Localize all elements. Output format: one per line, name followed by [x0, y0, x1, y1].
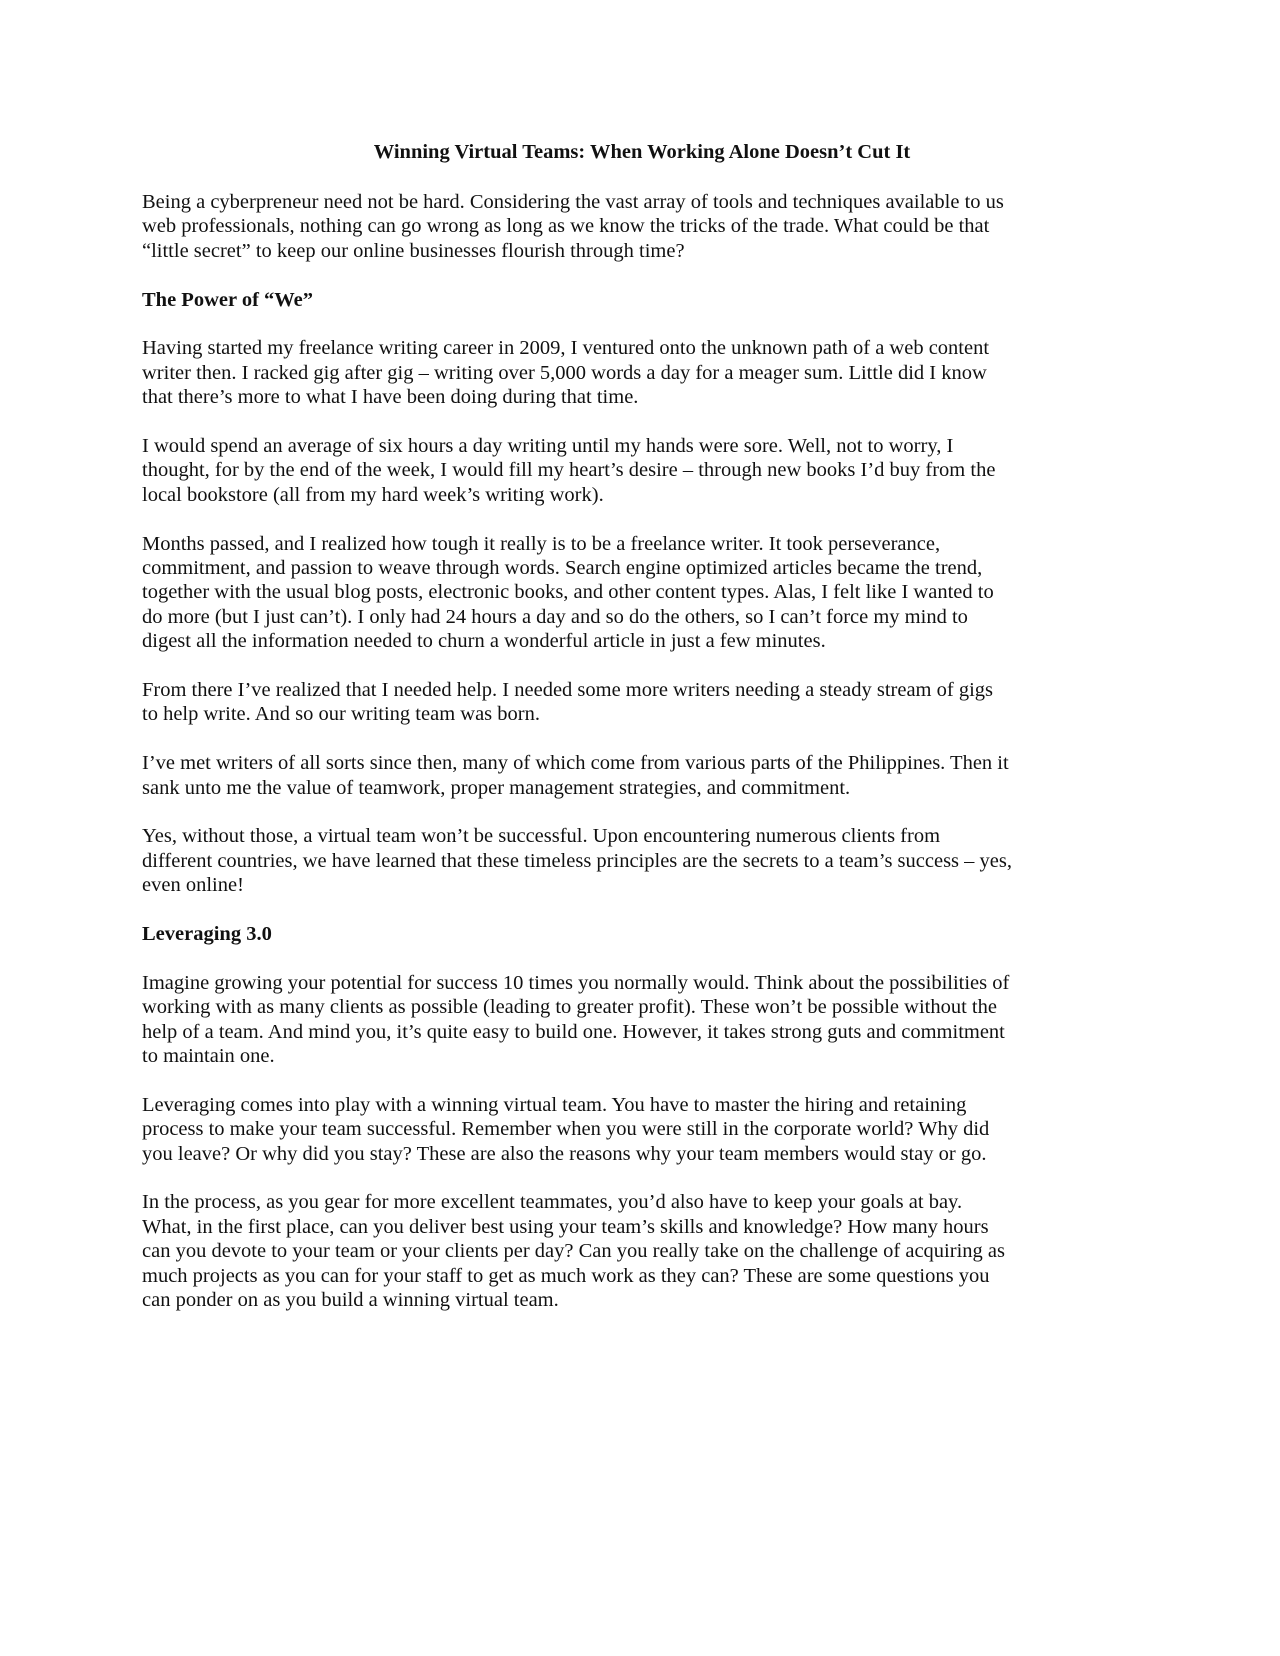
text-line: The Power of “We”	[142, 288, 313, 311]
text-line: can you devote to your team or your clients per day? Can you really take on the challenge of acquiring as	[142, 1240, 1005, 1263]
text-line: different countries, we have learned that these timeless principles are the secrets to a team’s success – yes,	[142, 849, 1012, 872]
text-line: do more (but I just can’t). I only had 24 hours a day and so do the others, so I can’t force my mind to	[142, 605, 968, 628]
section-heading	[142, 922, 1142, 946]
text-line: commitment, and passion to weave through words. Search engine optimized articles became the trend,	[142, 557, 983, 580]
text-line: Imagine growing your potential for success 10 times you normally would. Think about the possibilities of	[142, 971, 1010, 994]
paragraph	[142, 336, 1142, 409]
paragraph	[142, 824, 1142, 897]
text-line: can ponder on as you build a winning virtual team.	[142, 1289, 559, 1312]
text-line: working with as many clients as possible (leading to greater profit). These won’t be possible without the	[142, 996, 997, 1019]
text-line: much projects as you can for your staff to get as much work as they can? These are some questions you	[142, 1264, 990, 1287]
text-line: together with the usual blog posts, electronic books, and other content types. Alas, I felt like I wanted to	[142, 581, 994, 604]
text-line: Months passed, and I realized how tough it really is to be a freelance writer. It took perseverance,	[142, 532, 941, 555]
text-line: I would spend an average of six hours a day writing until my hands were sore. Well, not to worry, I	[142, 435, 954, 458]
text-line: you leave? Or why did you stay? These are also the reasons why your team members would stay or go.	[142, 1142, 987, 1165]
text-line: local bookstore (all from my hard week’s writing work).	[142, 483, 604, 506]
text-line: Yes, without those, a virtual team won’t be successful. Upon encountering numerous clients from	[142, 825, 941, 848]
text-line: process to make your team successful. Remember when you were still in the corporate world? Why did	[142, 1118, 990, 1141]
text-line: In the process, as you gear for more excellent teammates, you’d also have to keep your goals at bay.	[142, 1191, 963, 1214]
text-line: What, in the first place, can you deliver best using your team’s skills and knowledge? How many hours	[142, 1215, 989, 1238]
text-line: From there I’ve realized that I needed help. I needed some more writers needing a steady stream of gigs	[142, 679, 993, 702]
text-line: Leveraging comes into play with a winning virtual team. You have to master the hiring and retaining	[142, 1093, 967, 1116]
paragraph	[142, 1093, 1142, 1166]
paragraph	[142, 751, 1142, 800]
paragraph	[142, 190, 1142, 263]
paragraph	[142, 971, 1142, 1069]
paragraph	[142, 532, 1142, 654]
paragraph	[142, 434, 1142, 507]
text-line: thought, for by the end of the week, I would fill my heart’s desire – through new books I’d buy from the	[142, 459, 996, 482]
text-line: Being a cyberpreneur need not be hard. Considering the vast array of tools and techniques available to us	[142, 191, 1004, 213]
text-line: help of a team. And mind you, it’s quite easy to build one. However, it takes strong guts and commitment	[142, 1020, 1005, 1043]
text-line: web professionals, nothing can go wrong as long as we know the tricks of the trade. What could be that	[142, 215, 990, 238]
text-line: I’ve met writers of all sorts since then, many of which come from various parts of the Philippines. Then it	[142, 752, 1009, 775]
text-line: Having started my freelance writing career in 2009, I ventured onto the unknown path of a web content	[142, 337, 990, 360]
paragraph	[142, 1190, 1142, 1312]
text-line: writer then. I racked gig after gig – writing over 5,000 words a day for a meager sum. Little did I know	[142, 361, 987, 384]
text-line: Leveraging 3.0	[142, 923, 272, 946]
text-line: that there’s more to what I have been doing during that time.	[142, 386, 639, 409]
text-line: sank unto me the value of teamwork, proper management strategies, and commitment.	[142, 776, 851, 799]
text-line: to maintain one.	[142, 1045, 275, 1068]
document-body	[142, 190, 1142, 1337]
text-line: “little secret” to keep our online businesses flourish through time?	[142, 239, 685, 262]
document-title: Winning Virtual Teams: When Working Alone Doesn’t Cut It	[373, 141, 911, 163]
section-heading	[142, 288, 1142, 312]
paragraph	[142, 678, 1142, 727]
text-line: even online!	[142, 874, 244, 897]
text-line: to help write. And so our writing team was born.	[142, 703, 540, 726]
text-line: digest all the information needed to churn a wonderful article in just a few minutes.	[142, 630, 826, 653]
